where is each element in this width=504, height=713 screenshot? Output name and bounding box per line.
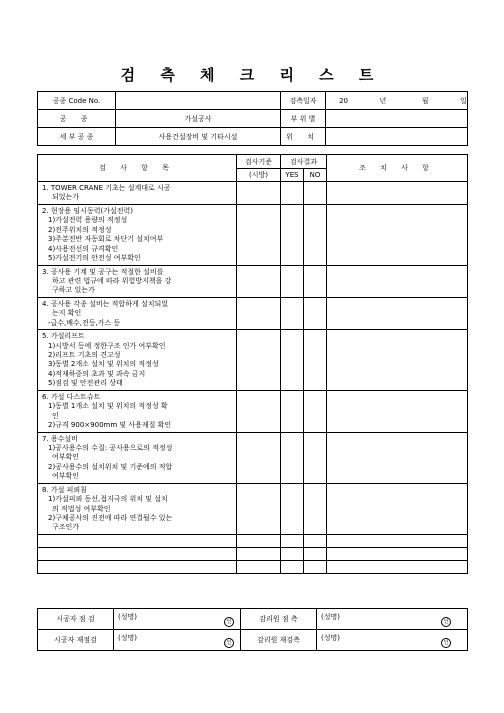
checklist-item-line: 는지 확인: [52, 309, 82, 318]
contractor-recheck-sign[interactable]: [114, 630, 241, 651]
header-action: 조 치 사 항: [327, 155, 468, 182]
trade-value[interactable]: 가설공사: [116, 110, 281, 128]
name-placeholder: (성명): [118, 612, 137, 621]
yes-cell[interactable]: [281, 265, 304, 297]
date-year: 20: [339, 96, 348, 105]
checklist-item-line: 구하고 있는가: [52, 286, 95, 295]
yes-cell[interactable]: [281, 390, 304, 432]
checklist-item-line: 2)구체공사의 진전에 따라 연결될수 있는: [48, 514, 173, 522]
checklist-item-line: 1)시방서 등에 정한구조 인가 여부확인: [48, 341, 166, 350]
empty-row: [38, 547, 468, 560]
yes-cell[interactable]: [281, 182, 304, 205]
checklist-item-line: 의 적법성 여부확인: [52, 504, 111, 513]
checklist-item-line: 4)적재하중의 초과 및 과속 금지: [48, 369, 146, 378]
contractor-recheck-label: 시공자 재점검: [38, 630, 114, 651]
empty-row: [38, 560, 468, 573]
checklist-item-line: 여부확인: [52, 453, 80, 462]
checklist-item-line: 5. 가설리프트: [42, 332, 85, 341]
checklist-item-text: [38, 297, 237, 329]
yes-cell[interactable]: [281, 547, 304, 560]
criteria-cell[interactable]: [237, 297, 281, 329]
yes-cell[interactable]: [281, 204, 304, 265]
checklist-item-line: 구조인가: [52, 523, 80, 532]
checklist-item-line: 1. TOWER CRANE 기초는 설계대로 시공: [42, 184, 171, 192]
checklist-item-line: 2)규격 900×900mm 및 사용재질 확인: [48, 421, 172, 430]
contractor-check-label: 시공자 점 검: [38, 609, 114, 630]
trade-label: 공 종: [38, 110, 116, 128]
part-value[interactable]: [326, 110, 468, 128]
location-label: 위 치: [281, 128, 326, 146]
subtrade-label: 세 부 공 종: [38, 128, 116, 146]
subtrade-value[interactable]: 사용건설장비 및 기타시설: [116, 128, 281, 146]
code-label: 공종 Code No.: [38, 92, 116, 110]
criteria-cell[interactable]: [237, 265, 281, 297]
checklist-item-text: [38, 483, 237, 534]
name-placeholder: (성명): [321, 633, 340, 642]
checklist-item-line: 2)전주위치의 적정성: [48, 225, 112, 234]
part-label: 부 위 별: [281, 110, 326, 128]
supervisor-recheck-label: 감리원 재검측: [241, 630, 317, 651]
checklist-table: [37, 154, 468, 574]
action-cell[interactable]: [327, 560, 468, 573]
no-cell[interactable]: [304, 534, 327, 547]
header-item: 검 사 항 목: [38, 155, 237, 182]
name-placeholder: (성명): [118, 633, 137, 642]
seal-icon: 인: [224, 638, 234, 648]
checklist-item-line: 2)공사용수의 설치위치 및 기준에의 적합: [48, 462, 173, 471]
checklist-item-line: 하고 관련 법규에 따라 위험방지책을 강: [52, 276, 172, 285]
no-cell[interactable]: [304, 560, 327, 573]
checklist-item-line: 4. 공사용 각종 설비는 적합하게 설치되었: [42, 299, 168, 308]
date-day-unit: 일: [459, 96, 467, 105]
item-cell[interactable]: [38, 560, 237, 573]
date-month-unit: 월: [421, 96, 429, 105]
supervisor-recheck-sign[interactable]: [317, 630, 468, 651]
checklist-item-line: 8. 가설 피뢰침: [42, 485, 87, 494]
action-cell[interactable]: [327, 330, 468, 391]
header-no: NO: [304, 169, 327, 182]
empty-row: [38, 534, 468, 547]
checklist-item-line: 5)점검 및 안전관리 상태: [48, 379, 123, 388]
header-result: 검사결과: [281, 155, 327, 169]
name-placeholder: (성명): [321, 612, 340, 621]
checklist-item-line: 5)가설전기의 안전성 여부확인: [48, 254, 141, 263]
no-cell[interactable]: [304, 297, 327, 329]
no-cell[interactable]: [304, 265, 327, 297]
action-cell[interactable]: [327, 182, 468, 205]
yes-cell[interactable]: [281, 483, 304, 534]
checklist-item-line: 2. 현장용 임시동력(가설전력): [42, 206, 133, 215]
criteria-cell[interactable]: [237, 182, 281, 205]
date-value[interactable]: [326, 92, 468, 110]
no-cell[interactable]: [304, 330, 327, 391]
checklist-item-line: 되었는가: [52, 193, 80, 202]
checklist-item-line: 1)가설전력 용량의 적정성: [48, 216, 128, 225]
no-cell[interactable]: [304, 390, 327, 432]
action-cell[interactable]: [327, 432, 468, 483]
header-yes: YES: [281, 169, 304, 182]
action-cell[interactable]: [327, 390, 468, 432]
yes-cell[interactable]: [281, 534, 304, 547]
yes-cell[interactable]: [281, 330, 304, 391]
action-cell[interactable]: [327, 297, 468, 329]
checklist-item-line: 4)사용전선의 규격확인: [48, 244, 119, 253]
supervisor-check-label: 감리원 점 측: [241, 609, 317, 630]
action-cell[interactable]: [327, 547, 468, 560]
checklist-item-text: [38, 432, 237, 483]
checklist-item-text: [38, 330, 237, 391]
no-cell[interactable]: [304, 182, 327, 205]
checklist-item-line: -급수,배수,전등,가스 등: [48, 318, 121, 327]
checklist-item-line: 여부확인: [52, 472, 80, 481]
code-value[interactable]: [116, 92, 281, 110]
checklist-item-line: 6. 가설 다스트슈트: [42, 392, 101, 401]
criteria-cell[interactable]: [237, 432, 281, 483]
checklist-row: [38, 204, 468, 265]
checklist-item-text: [38, 204, 237, 265]
criteria-cell[interactable]: [237, 330, 281, 391]
criteria-cell[interactable]: [237, 390, 281, 432]
action-cell[interactable]: [327, 534, 468, 547]
criteria-cell[interactable]: [237, 560, 281, 573]
checklist-item-text: [38, 265, 237, 297]
page-title: 검 측 체 크 리 스 트: [120, 66, 384, 84]
checklist-row: [38, 390, 468, 432]
checklist-item-line: 1)공사용수의 수질: 공사용으로의 적정성: [48, 443, 173, 452]
item-cell[interactable]: [38, 547, 237, 560]
checklist-item-line: 3)주분전반 자동회로 차단기 설치여부: [48, 235, 164, 244]
no-cell[interactable]: [304, 204, 327, 265]
checklist-item-line: 1)가설피뢰 동선,접지극의 위치 및 설치: [48, 495, 168, 504]
checklist-item-line: 인: [52, 411, 59, 420]
supervisor-check-sign[interactable]: [317, 609, 468, 630]
location-value[interactable]: [326, 128, 468, 146]
seal-icon: 인: [441, 617, 451, 627]
criteria-cell[interactable]: [237, 204, 281, 265]
no-cell[interactable]: [304, 432, 327, 483]
checklist-item-text: [38, 182, 237, 205]
header-criteria-sub: (시방): [237, 169, 281, 182]
yes-cell[interactable]: [281, 560, 304, 573]
contractor-check-sign[interactable]: [114, 609, 241, 630]
date-year-unit: 년: [379, 96, 387, 105]
action-cell[interactable]: [327, 204, 468, 265]
header-criteria: 검사기준: [237, 155, 281, 169]
checklist-row: [38, 330, 468, 391]
seal-icon: 인: [441, 638, 451, 648]
seal-icon: 인: [224, 617, 234, 627]
action-cell[interactable]: [327, 265, 468, 297]
checklist-row: [38, 432, 468, 483]
checklist-row: [38, 265, 468, 297]
action-cell[interactable]: [327, 483, 468, 534]
checklist-item-line: 2)리프트 기초의 견고성: [48, 351, 121, 359]
info-table: [37, 91, 468, 146]
checklist-item-line: 1)동별 1개소 설치 및 위치의 적정성 확: [48, 402, 168, 411]
yes-cell[interactable]: [281, 432, 304, 483]
checklist-row: [38, 182, 468, 205]
checklist-item-line: 3. 공사용 기계 및 공구는 적절한 설비를: [42, 267, 164, 276]
criteria-cell[interactable]: [237, 547, 281, 560]
no-cell[interactable]: [304, 483, 327, 534]
checklist-item-line: 7. 용수설비: [42, 434, 78, 443]
date-label: 검측일자: [281, 92, 326, 110]
no-cell[interactable]: [304, 547, 327, 560]
checklist-row: [38, 297, 468, 329]
criteria-cell[interactable]: [237, 483, 281, 534]
checklist-row: [38, 483, 468, 534]
checklist-item-text: [38, 390, 237, 432]
criteria-cell[interactable]: [237, 534, 281, 547]
yes-cell[interactable]: [281, 297, 304, 329]
signature-table: [37, 608, 468, 651]
item-cell[interactable]: [38, 534, 237, 547]
checklist-item-line: 3)동별 2개소 설치 및 위치의 적정성: [48, 360, 159, 369]
